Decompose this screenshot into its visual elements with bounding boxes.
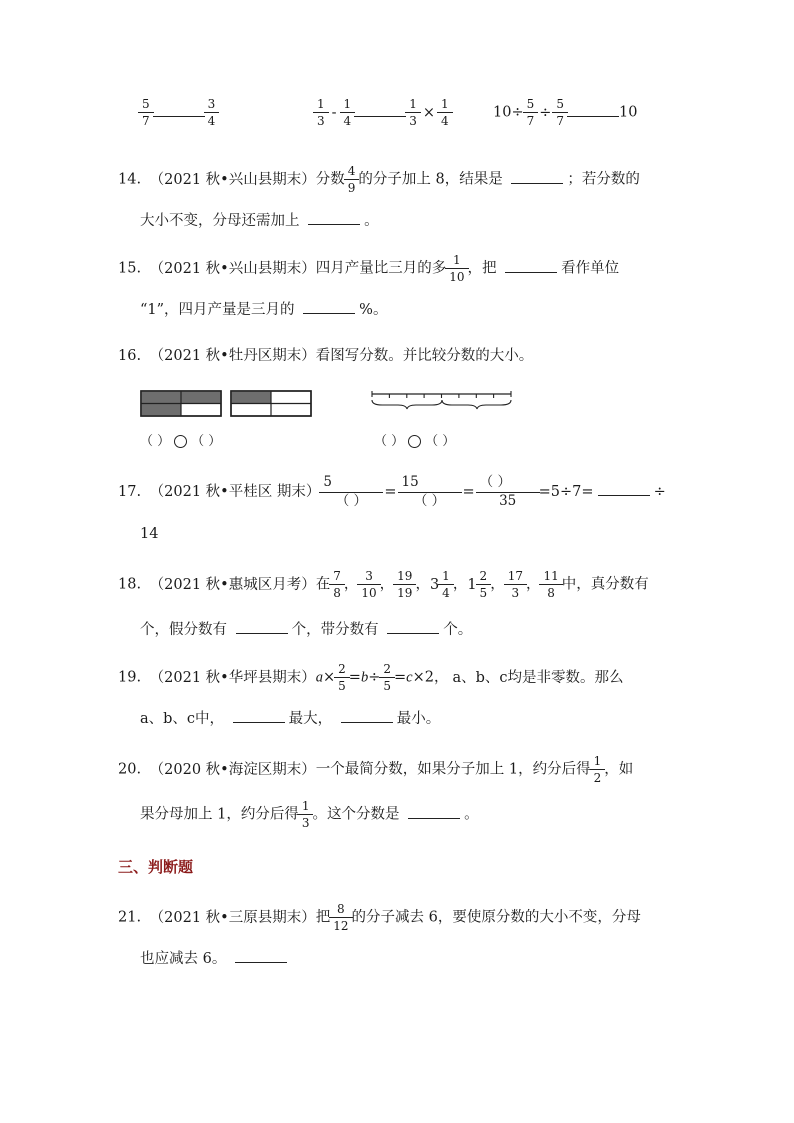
question-source: （2021 秋•华坪县期末） xyxy=(149,669,316,686)
section-title: 三、判断题 xyxy=(118,858,194,876)
mixed-number: 3 $\frac{1}{4}$ xyxy=(430,570,453,599)
question-text: 。 xyxy=(464,806,479,823)
question-17-line2 xyxy=(140,526,158,542)
fraction: $\frac{11}{8}$ xyxy=(541,570,560,599)
question-text: 最大， xyxy=(288,711,333,727)
variable-c: c xyxy=(406,669,413,686)
answer-blank[interactable] xyxy=(387,619,439,634)
fraction: $\frac{1}{10}$ xyxy=(447,254,466,283)
question-text: 个，假分数有 xyxy=(140,622,227,638)
question-number: 20. xyxy=(118,761,142,778)
answer-paren[interactable]: （ ） xyxy=(425,434,456,449)
answer-blank[interactable] xyxy=(354,102,406,117)
question-21-line1 xyxy=(118,903,641,932)
answer-blank[interactable] xyxy=(341,708,393,723)
question-20-line2 xyxy=(140,800,479,829)
minus-sign: - xyxy=(331,104,337,121)
fraction: $\frac{17}{3}$ xyxy=(506,570,525,599)
question-number: 19. xyxy=(118,669,142,686)
question-source: （2020 秋•海淀区期末） xyxy=(149,761,316,778)
comparison-right xyxy=(374,430,455,449)
question-14-line1 xyxy=(118,165,640,194)
answer-blank[interactable] xyxy=(236,619,288,634)
answer-paren[interactable]: （ ） xyxy=(140,434,171,449)
expression-start: 10÷ xyxy=(493,104,524,121)
fraction: $\frac{5}{( )}$ xyxy=(321,476,381,508)
question-number: 18. xyxy=(118,576,142,593)
comparison-1 xyxy=(139,98,218,127)
answer-paren[interactable]: （ ） xyxy=(191,434,222,449)
answer-blank[interactable] xyxy=(408,804,460,819)
question-text: 在 xyxy=(315,576,331,593)
question-text: %。 xyxy=(359,302,388,318)
answer-blank[interactable] xyxy=(153,102,205,117)
question-text: 把 xyxy=(315,909,331,926)
comparison-left xyxy=(140,430,221,449)
fraction: $\frac{5}{7}$ xyxy=(140,98,152,127)
question-text: 看作单位 xyxy=(561,260,620,277)
answer-blank[interactable] xyxy=(567,102,619,117)
question-15-line1 xyxy=(118,254,619,283)
answer-blank[interactable] xyxy=(235,948,287,963)
question-text: 四月产量比三月的多 xyxy=(315,260,447,277)
question-text: =5÷7= xyxy=(538,484,594,500)
fraction: $\frac{1}{4}$ xyxy=(439,98,451,127)
question-number: 21. xyxy=(118,909,142,926)
fraction: $\frac{4}{9}$ xyxy=(346,165,358,194)
variable-b: b xyxy=(360,669,369,686)
question-number: 17. xyxy=(118,484,142,500)
question-number: 16. xyxy=(118,348,142,364)
question-14-line2 xyxy=(140,209,379,230)
question-source: （2021 秋•牡丹区期末） xyxy=(149,348,316,364)
bar-2 xyxy=(231,391,311,416)
divide-sign: ÷ xyxy=(539,104,552,121)
question-text: 。 xyxy=(364,213,379,229)
question-source: （2021 秋•三原县期末） xyxy=(149,909,316,926)
answer-blank[interactable] xyxy=(598,481,650,496)
answer-blank[interactable] xyxy=(303,299,355,314)
answer-paren[interactable]: （ ） xyxy=(374,434,405,449)
question-number: 15. xyxy=(118,260,142,277)
question-18-line1 xyxy=(118,570,649,599)
mixed-number: 1 $\frac{2}{5}$ xyxy=(467,570,490,599)
fraction: $\frac{19}{19}$ xyxy=(395,570,414,599)
separator: ， xyxy=(452,576,468,593)
variable-a: a xyxy=(315,669,323,686)
compare-circle[interactable] xyxy=(174,435,187,448)
fraction: $\frac{2}{5}$ xyxy=(336,663,348,692)
separator: ， xyxy=(525,576,541,593)
divide-sign: ÷ xyxy=(368,669,381,686)
question-21-line2 xyxy=(140,947,291,968)
separator: ， xyxy=(379,576,395,593)
equals-sign: = xyxy=(348,669,361,686)
question-text: 14 xyxy=(140,526,159,542)
question-source: （2021 秋•平桂区 期末） xyxy=(149,484,321,500)
question-20-line1 xyxy=(118,755,633,784)
answer-blank[interactable] xyxy=(511,169,563,184)
fraction: $\frac{1}{4}$ xyxy=(342,98,354,127)
question-source: （2021 秋•兴山县期末） xyxy=(149,171,316,188)
question-text: 的分子加上 8，结果是 xyxy=(358,171,503,188)
question-15-line2 xyxy=(140,298,387,319)
question-text: 的分子减去 6，要使原分数的大小不变，分母 xyxy=(351,909,641,926)
fraction: $\frac{1}{2}$ xyxy=(592,755,604,784)
question-text: 个，带分数有 xyxy=(291,622,379,638)
question-text: 果分母加上 1，约分后得 xyxy=(140,806,299,823)
question-text: 。这个分数是 xyxy=(312,806,400,823)
fraction: $\frac{5}{7}$ xyxy=(554,98,566,127)
fraction: $\frac{7}{8}$ xyxy=(331,570,343,599)
question-text: 中，真分数有 xyxy=(561,576,649,593)
equals-sign: = xyxy=(384,484,397,500)
fraction: $\frac{1}{3}$ xyxy=(315,98,327,127)
question-text: a、b、c中， xyxy=(140,711,225,727)
question-text: 看图写分数。并比较分数的大小。 xyxy=(315,348,534,364)
answer-blank[interactable] xyxy=(233,708,285,723)
divide-sign: ÷ xyxy=(653,484,666,500)
question-text: 个。 xyxy=(443,622,473,638)
separator: ， xyxy=(490,576,505,593)
question-number: 14. xyxy=(118,171,142,188)
question-text: 最小。 xyxy=(396,711,441,727)
bar-1 xyxy=(141,391,221,416)
question-text: a、b、c均是非零数。那么 xyxy=(452,669,624,686)
equals-sign: = xyxy=(462,484,475,500)
fraction: $\frac{8}{12}$ xyxy=(331,903,350,932)
fraction: $\frac{2}{5}$ xyxy=(381,663,393,692)
fraction: $\frac{1}{3}$ xyxy=(407,98,419,127)
question-text: 一个最简分数，如果分子加上 1，约分后得 xyxy=(315,761,591,778)
question-source: （2021 秋•兴山县期末） xyxy=(149,260,316,277)
question-text: ×2， xyxy=(412,669,449,686)
fraction: $\frac{1}{3}$ xyxy=(300,800,312,829)
segment-line-figure xyxy=(370,390,515,412)
separator: ， xyxy=(415,576,430,593)
fraction: $\frac{3}{10}$ xyxy=(359,570,378,599)
fraction-bars-figure xyxy=(140,390,315,418)
expression-end: 10 xyxy=(619,104,638,121)
fraction: $\frac{15}{( )}$ xyxy=(400,476,460,508)
times-sign: × xyxy=(322,669,336,686)
question-19-line1 xyxy=(118,663,624,692)
question-text: 分数 xyxy=(315,171,345,188)
fraction: $\frac{( )}{35}$ xyxy=(478,476,538,508)
question-text: ，如 xyxy=(604,761,634,778)
times-sign: × xyxy=(422,104,435,121)
question-source: （2021 秋•惠城区月考） xyxy=(149,576,316,593)
question-text: 大小不变，分母还需加上 xyxy=(140,213,300,229)
question-18-line2 xyxy=(140,618,472,639)
question-text: ，把 xyxy=(467,260,497,277)
question-17-line1 xyxy=(118,476,666,508)
question-16-line1 xyxy=(118,344,533,365)
fraction: $\frac{3}{4}$ xyxy=(206,98,218,127)
question-text: “1”，四月产量是三月的 xyxy=(140,302,295,318)
compare-circle[interactable] xyxy=(408,435,421,448)
comparison-3 xyxy=(493,98,638,127)
question-19-line2 xyxy=(140,707,440,728)
answer-blank[interactable] xyxy=(505,258,557,273)
fraction: $\frac{5}{7}$ xyxy=(525,98,537,127)
question-text: 也应减去 6。 xyxy=(140,951,227,967)
separator: ， xyxy=(343,576,359,593)
answer-blank[interactable] xyxy=(308,210,360,225)
equals-sign: = xyxy=(393,669,407,686)
comparison-2 xyxy=(314,98,452,127)
question-text: ；若分数的 xyxy=(567,171,640,188)
